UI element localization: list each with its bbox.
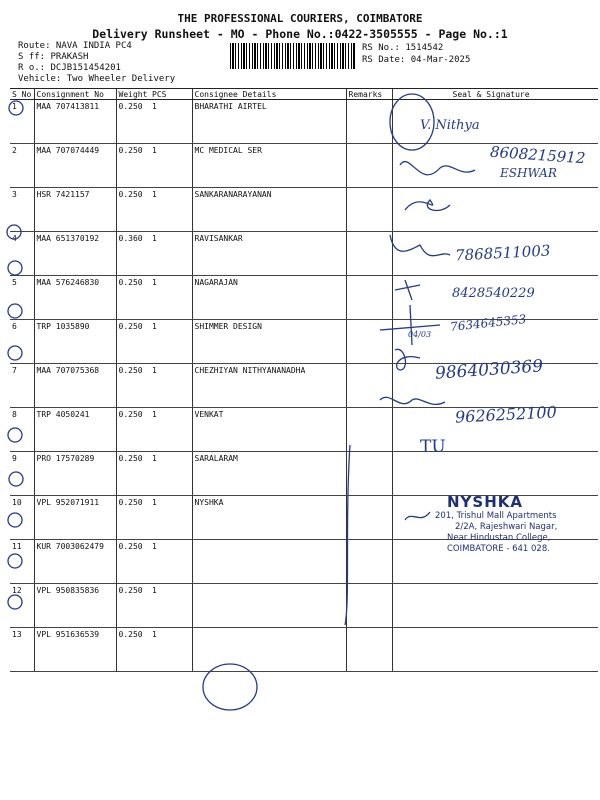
signature-4 (390, 235, 450, 256)
row-weight: 0.250 (116, 364, 150, 408)
row-sno: 12 (10, 584, 34, 628)
row-consignment-no: TRP 4050241 (34, 408, 116, 452)
row-sno: 1 (10, 100, 34, 144)
staff-label: S ff: PRAKASH (18, 52, 89, 62)
row-sno: 13 (10, 628, 34, 672)
tick-circle (9, 472, 23, 486)
col-signature: Seal & Signature (392, 89, 598, 100)
tick-circle (8, 304, 22, 318)
row-consignee: CHEZHIYAN NITHYANANADHA (192, 364, 346, 408)
row-pcs: 1 (150, 232, 192, 276)
tick-circle (8, 554, 22, 568)
row-sno: 3 (10, 188, 34, 232)
col-consignment: Consignment No (34, 89, 116, 100)
signature-2 (400, 162, 475, 175)
tick-circle (8, 346, 22, 360)
row-pcs: 1 (150, 144, 192, 188)
col-remarks: Remarks (346, 89, 392, 100)
tick-circle (8, 595, 22, 609)
row-weight: 0.360 (116, 232, 150, 276)
row-pcs: 1 (150, 188, 192, 232)
pen-circle-mark (203, 664, 257, 710)
row-consignee: NAGARAJAN (192, 276, 346, 320)
row-consignment-no: VPL 952071911 (34, 496, 116, 540)
col-sno: S No (10, 89, 34, 100)
stamp-address-line: COIMBATORE - 641 028. (447, 544, 550, 554)
row-weight: 0.250 (116, 320, 150, 364)
row-consignment-no: MAA 707075368 (34, 364, 116, 408)
row-sno: 7 (10, 364, 34, 408)
handwritten-name: ESHWAR (500, 166, 557, 180)
signature-5 (395, 280, 420, 300)
row-weight: 0.250 (116, 584, 150, 628)
row-sno: 11 (10, 540, 34, 584)
tick-circle (9, 101, 23, 115)
row-weight: 0.250 (116, 628, 150, 672)
row-consignee: SANKARANARAYANAN (192, 188, 346, 232)
handwritten-phone: 8428540229 (452, 286, 535, 301)
row-consignee: SHIMMER DESIGN (192, 320, 346, 364)
vehicle-label: Vehicle: Two Wheeler Delivery (18, 74, 176, 84)
row-pcs: 1 (150, 408, 192, 452)
row-consignment-no: PRO 17570289 (34, 452, 116, 496)
row-consignment-no: MAA 707074449 (34, 144, 116, 188)
pen-line (345, 445, 350, 625)
rs-date: RS Date: 04-Mar-2025 (362, 55, 471, 65)
signature-6 (380, 305, 440, 345)
row-weight: 0.250 (116, 408, 150, 452)
row-sno: 10 (10, 496, 34, 540)
stamp-address-line: Near Hindustan College, (447, 533, 551, 543)
handwritten-date: 04/03 (408, 330, 432, 339)
sheet-number: R o.: DCJB151454201 (18, 63, 121, 73)
rs-number: RS No.: 1514542 (362, 43, 444, 53)
row-pcs: 1 (150, 496, 192, 540)
row-consignment-no: MAA 707413811 (34, 100, 116, 144)
handwritten-phone: 8608215912 (489, 142, 586, 168)
col-consignee: Consignee Details (192, 89, 346, 100)
stamp-address-line: 201, Trishul Mall Apartments (435, 511, 557, 521)
row-pcs: 1 (150, 276, 192, 320)
handwritten-phone: 9864030369 (434, 356, 544, 384)
row-pcs: 1 (150, 628, 192, 672)
company-title: THE PROFESSIONAL COURIERS, COIMBATORE (177, 12, 423, 25)
row-consignee: NYSHKA (192, 496, 346, 540)
signature-10 (405, 512, 430, 520)
row-consignment-no: VPL 950835836 (34, 584, 116, 628)
row-weight: 0.250 (116, 496, 150, 540)
row-consignment-no: MAA 576246830 (34, 276, 116, 320)
row-sno: 6 (10, 320, 34, 364)
company-stamp (435, 493, 597, 555)
signature-8 (380, 397, 445, 404)
row-pcs: 1 (150, 452, 192, 496)
tick-circle (8, 261, 22, 275)
handwritten-phone: 7868511003 (454, 241, 551, 265)
row-consignee: VENKAT (192, 408, 346, 452)
tick-circle (8, 513, 22, 527)
row-consignee: BHARATHI AIRTEL (192, 100, 346, 144)
tick-circle (8, 428, 22, 442)
row-sno: 9 (10, 452, 34, 496)
signature-3 (405, 200, 450, 210)
route-label: Route: NAVA INDIA PC4 (18, 41, 132, 51)
row-consignee: MC MEDICAL SER (192, 144, 346, 188)
tick-circle (7, 225, 21, 239)
handwritten-signature: V. Nithya (420, 118, 480, 133)
col-weight: Weight (116, 89, 150, 100)
handwritten-mark: TU (420, 437, 446, 457)
row-sno: 4 (10, 232, 34, 276)
row-weight: 0.250 (116, 188, 150, 232)
row-pcs: 1 (150, 584, 192, 628)
row-consignment-no: MAA 651370192 (34, 232, 116, 276)
stamp-name: NYSHKA (447, 493, 524, 511)
col-pcs: PCS (150, 89, 192, 100)
row-pcs: 1 (150, 100, 192, 144)
runsheet-title: Delivery Runsheet - MO - Phone No.:0422-3505555 - Page No.:1 (92, 27, 508, 41)
row-weight: 0.250 (116, 276, 150, 320)
row-consignee: SARALARAM (192, 452, 346, 496)
row-consignee: RAVISANKAR (192, 232, 346, 276)
row-pcs: 1 (150, 364, 192, 408)
row-consignment-no: VPL 951636539 (34, 628, 116, 672)
stamp-address-line: 2/2A, Rajeshwari Nagar, (455, 522, 558, 532)
row-pcs: 1 (150, 320, 192, 364)
row-weight: 0.250 (116, 452, 150, 496)
row-pcs: 1 (150, 540, 192, 584)
row-consignment-no: KUR 7003062479 (34, 540, 116, 584)
row-weight: 0.250 (116, 100, 150, 144)
handwritten-phone: 7634645353 (449, 312, 527, 334)
row-sno: 8 (10, 408, 34, 452)
row-sno: 2 (10, 144, 34, 188)
row-consignment-no: TRP 1035890 (34, 320, 116, 364)
signature-7 (395, 349, 420, 370)
handwritten-phone: 9626252100 (454, 402, 558, 427)
row-weight: 0.250 (116, 540, 150, 584)
row-consignment-no: HSR 7421157 (34, 188, 116, 232)
row-weight: 0.250 (116, 144, 150, 188)
row-sno: 5 (10, 276, 34, 320)
